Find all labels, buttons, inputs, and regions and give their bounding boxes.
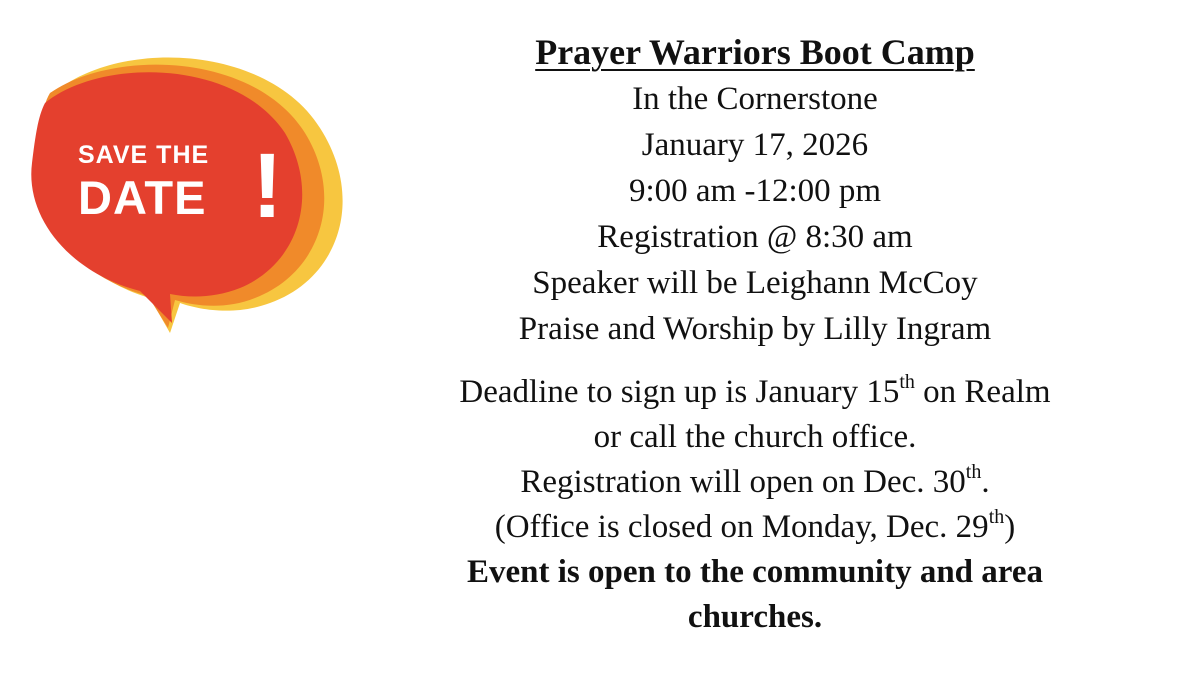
- event-title: Prayer Warriors Boot Camp: [535, 32, 975, 72]
- signup-deadline-suffix: th: [899, 371, 915, 393]
- community-invitation: Event is open to the community and area churches.: [467, 554, 1043, 635]
- registration-open-text: Registration will open on Dec. 30: [520, 464, 966, 500]
- registration-open-rest: .: [981, 464, 990, 500]
- signup-deadline-text: Deadline to sign up is January 15: [459, 374, 900, 410]
- badge-line-date: DATE: [78, 171, 207, 224]
- registration-notes: [380, 370, 1130, 550]
- office-closed-rest: ): [1004, 509, 1016, 545]
- badge-text: [78, 140, 209, 224]
- event-speaker: Speaker will be Leighann McCoy: [532, 265, 978, 301]
- exclamation-mark: !: [252, 135, 283, 237]
- office-closed-note: [380, 505, 1130, 550]
- event-details: [380, 76, 1130, 352]
- event-time: 9:00 am -12:00 pm: [628, 173, 882, 209]
- registration-open-suffix: th: [965, 461, 982, 483]
- save-the-date-badge: [20, 48, 350, 348]
- call-office-note: or call the church office.: [593, 419, 917, 455]
- event-location: In the Cornerstone: [632, 81, 878, 117]
- event-date: January 17, 2026: [641, 127, 869, 163]
- registration-open: [380, 460, 1130, 505]
- office-closed-text: (Office is closed on Monday, Dec. 29: [494, 509, 989, 545]
- signup-deadline-rest: on Realm: [914, 374, 1051, 410]
- signup-deadline: [380, 370, 1130, 415]
- badge-line-save-the: SAVE THE: [78, 141, 210, 169]
- flyer-content: [380, 28, 1130, 640]
- event-registration-time: Registration @ 8:30 am: [597, 219, 913, 255]
- event-worship: Praise and Worship by Lilly Ingram: [518, 311, 992, 347]
- office-closed-suffix: th: [988, 506, 1005, 528]
